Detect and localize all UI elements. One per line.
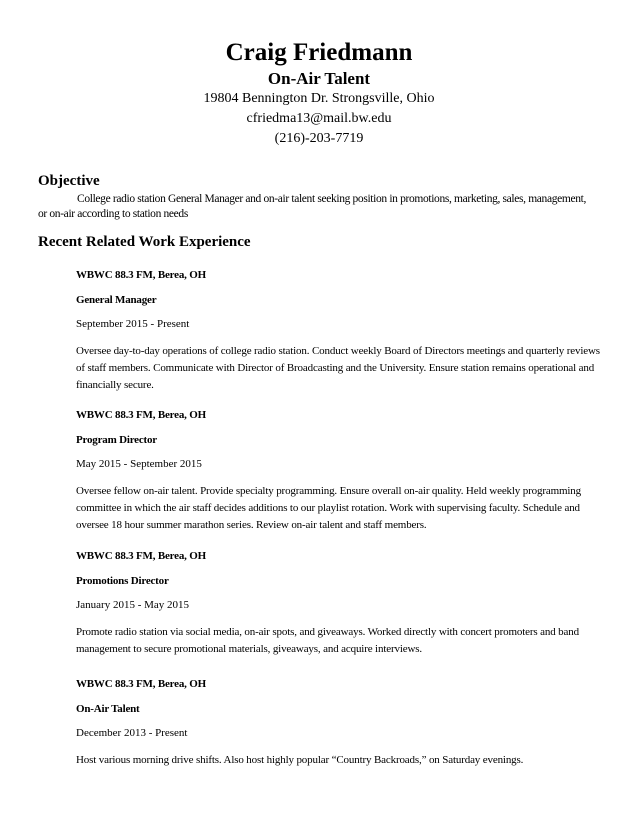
contact-email: cfriedma13@mail.bw.edu	[246, 111, 392, 126]
job-entry	[76, 408, 606, 534]
job-dates: January 2015 - May 2015	[76, 599, 190, 611]
resume-header	[0, 38, 638, 149]
job-description: Oversee day-to-day operations of college radio station. Conduct weekly Board of Directors meetings and quarterly reviews of staff members. Communicate with Director of Broadcasting and the University. Ensure station remains operational and financially secure.	[76, 345, 600, 391]
job-dates: May 2015 - September 2015	[76, 458, 202, 470]
objective-body: College radio station General Manager and on-air talent seeking position in promotions, marketing, sales, management, or on-air according to station needs	[38, 193, 586, 220]
job-employer: WBWC 88.3 FM, Berea, OH	[76, 678, 206, 690]
contact-address: 19804 Bennington Dr. Strongsville, Ohio	[203, 91, 435, 106]
job-entry	[76, 268, 606, 394]
job-position: General Manager	[76, 294, 157, 306]
experience-heading: Recent Related Work Experience	[38, 234, 251, 250]
job-dates: September 2015 - Present	[76, 318, 190, 330]
candidate-title: On-Air Talent	[267, 69, 371, 88]
job-employer: WBWC 88.3 FM, Berea, OH	[76, 550, 206, 562]
job-description: Oversee fellow on-air talent. Provide specialty programming. Ensure overall on-air quality. Held weekly programming committee in which the air staff decides additions to our playlist rotation. Work with supervising faculty. Schedule and oversee 18 hour summer marathon series. Review on-air talent and staff members.	[76, 485, 581, 531]
job-description: Promote radio station via social media, on-air spots, and giveaways. Worked directly with concert promoters and band management to secure promotional materials, giveaways, and acquire interviews.	[76, 626, 579, 655]
contact-phone: (216)-203-7719	[274, 131, 364, 146]
job-employer: WBWC 88.3 FM, Berea, OH	[76, 409, 206, 421]
objective-heading: Objective	[38, 173, 100, 189]
job-entry	[76, 549, 606, 658]
job-employer: WBWC 88.3 FM, Berea, OH	[76, 269, 206, 281]
objective-text	[38, 192, 593, 222]
job-dates: December 2013 - Present	[76, 727, 188, 739]
job-position: Promotions Director	[76, 575, 169, 587]
candidate-name: Craig Friedmann	[225, 39, 413, 66]
job-description: Host various morning drive shifts. Also host highly popular “Country Backroads,” on Saturday evenings.	[76, 754, 524, 766]
job-position: Program Director	[76, 434, 157, 446]
job-entry	[76, 677, 606, 769]
job-position: On-Air Talent	[76, 703, 140, 715]
